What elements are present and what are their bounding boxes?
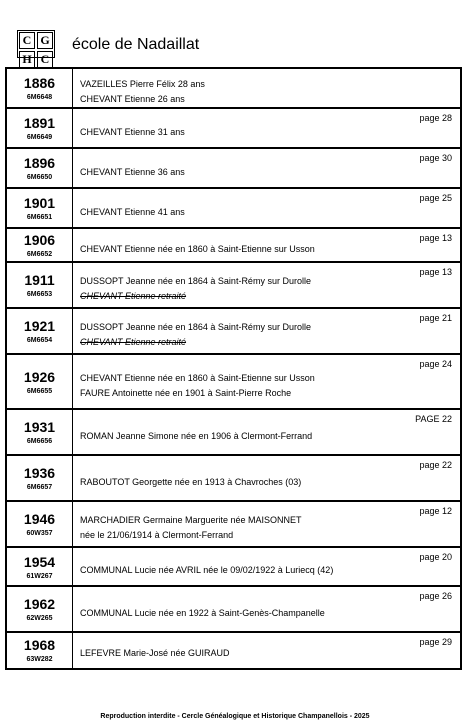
table-row [7, 263, 460, 309]
footer-note: Reproduction interdite - Cercle Généalogique et Historique Champanellois - 2025 [100, 713, 370, 720]
census-year: 1926 [23, 368, 56, 385]
page-reference: page 13 [419, 267, 452, 277]
table-row [7, 69, 460, 109]
person-entries [80, 205, 185, 220]
year-cell [7, 548, 73, 585]
archive-code: 6M6651 [26, 214, 53, 221]
year-cell [7, 149, 73, 187]
person-entry: COMMUNAL Lucie née AVRIL née le 09/02/1922 à Luriecq (42) [80, 565, 334, 575]
person-entries [80, 606, 325, 621]
page-reference: page 29 [419, 637, 452, 647]
page-reference: page 22 [419, 460, 452, 470]
person-entries [80, 242, 315, 257]
person-entry: CHEVANT Etienne 41 ans [80, 206, 185, 217]
person-entry: née le 21/06/1914 à Clermont-Ferrand [80, 530, 234, 540]
person-entries [80, 646, 230, 661]
census-year: 1921 [23, 318, 56, 334]
person-entry: RABOUTOT Georgette née en 1913 à Chavroches (03) [80, 476, 302, 487]
logo-letter: G [37, 32, 53, 49]
census-table [5, 67, 462, 670]
page-reference: page 26 [419, 591, 452, 601]
table-row [7, 355, 460, 410]
year-cell [7, 69, 73, 107]
person-entry: VAZEILLES Pierre Félix 28 ans [80, 79, 205, 89]
person-entries [80, 429, 312, 444]
archive-code: 6M6652 [26, 251, 53, 258]
cghc-logo [17, 30, 55, 66]
census-year: 1968 [23, 636, 56, 653]
table-row [7, 189, 460, 229]
year-cell [7, 502, 73, 546]
person-entry: FAURE Antoinette née en 1901 à Saint-Pierre Roche [80, 387, 292, 398]
page-reference: PAGE 22 [415, 414, 452, 424]
person-entries [80, 165, 185, 180]
logo-letter: C [19, 32, 35, 49]
person-entry: DUSSOPT Jeanne née en 1864 à Saint-Rémy sur Durolle [80, 276, 311, 286]
page-title: école de Nadaillat [72, 36, 200, 53]
year-cell [7, 587, 73, 631]
table-row [7, 229, 460, 263]
archive-code: 6M6650 [26, 174, 53, 181]
archive-code: 6M6653 [26, 291, 53, 298]
page-reference: page 24 [419, 359, 452, 369]
person-entry: CHEVANT Etienne 26 ans [80, 94, 185, 104]
person-entry: COMMUNAL Lucie née en 1922 à Saint-Genès-Champanelle [80, 607, 325, 618]
archive-code: 6M6648 [26, 94, 53, 101]
page-reference: page 20 [419, 552, 452, 562]
table-row [7, 587, 460, 633]
person-entries [80, 77, 205, 107]
page-reference: page 25 [419, 193, 452, 203]
archive-code: 63W282 [26, 655, 53, 663]
census-year: 1906 [23, 232, 56, 248]
census-year: 1901 [23, 195, 56, 211]
table-row [7, 633, 460, 668]
year-cell [7, 309, 73, 353]
table-row [7, 309, 460, 355]
person-entries [80, 274, 311, 304]
person-entry: LEFEVRE Marie-José née GUIRAUD [80, 648, 230, 658]
logo-letter: C [37, 51, 53, 68]
archive-code: 60W357 [26, 530, 53, 537]
person-entry: CHEVANT Etienne née en 1860 à Saint-Etienne sur Usson [80, 372, 315, 383]
person-entries [80, 125, 185, 140]
person-entry: CHEVANT Etienne 31 ans [80, 126, 185, 137]
year-cell [7, 456, 73, 500]
table-row [7, 502, 460, 548]
year-cell [7, 633, 73, 668]
table-row [7, 456, 460, 502]
census-year: 1896 [23, 155, 56, 171]
table-row [7, 149, 460, 189]
person-entries [80, 475, 301, 490]
logo-letter: H [19, 51, 35, 68]
year-cell [7, 109, 73, 147]
archive-code: 6M6649 [26, 134, 53, 141]
archive-code: 6M6654 [26, 337, 53, 344]
year-cell [7, 189, 73, 227]
census-year: 1911 [24, 272, 55, 288]
struck-entry: CHEVANT Etienne retraité [80, 337, 187, 347]
archive-code: 6M6656 [26, 438, 53, 445]
archive-code: 61W267 [26, 572, 53, 580]
person-entry: DUSSOPT Jeanne née en 1864 à Saint-Rémy sur Durolle [80, 322, 311, 332]
archive-code: 6M6655 [26, 387, 53, 395]
person-entry: MARCHADIER Germaine Marguerite née MAISONNET [80, 515, 302, 525]
census-year: 1936 [23, 465, 56, 481]
person-entries [80, 563, 333, 578]
year-cell [7, 263, 73, 307]
page-reference: page 30 [419, 153, 452, 163]
page-reference: page 21 [419, 313, 452, 323]
table-row [7, 548, 460, 587]
census-year: 1891 [23, 115, 56, 131]
census-year: 1931 [23, 419, 56, 435]
archive-code: 62W265 [26, 615, 53, 622]
struck-entry: CHEVANT Etienne retraité [80, 291, 187, 301]
person-entries [80, 320, 311, 350]
page-reference: page 12 [419, 506, 452, 516]
year-cell [7, 410, 73, 454]
archive-code: 6M6657 [26, 484, 53, 491]
table-row [7, 410, 460, 456]
census-year: 1962 [23, 596, 56, 612]
census-year: 1954 [23, 553, 56, 570]
census-year: 1946 [23, 511, 56, 527]
table-row [7, 109, 460, 149]
year-cell [7, 229, 73, 261]
person-entry: CHEVANT Etienne née en 1860 à Saint-Etienne sur Usson [80, 243, 315, 254]
census-year: 1886 [23, 75, 56, 91]
page-reference: page 13 [419, 233, 452, 243]
page-reference: page 28 [419, 113, 452, 123]
person-entries [80, 513, 302, 543]
person-entry: ROMAN Jeanne Simone née en 1906 à Clermont-Ferrand [80, 430, 313, 441]
person-entry: CHEVANT Etienne 36 ans [80, 166, 185, 177]
year-cell [7, 355, 73, 408]
person-entries [80, 371, 315, 401]
